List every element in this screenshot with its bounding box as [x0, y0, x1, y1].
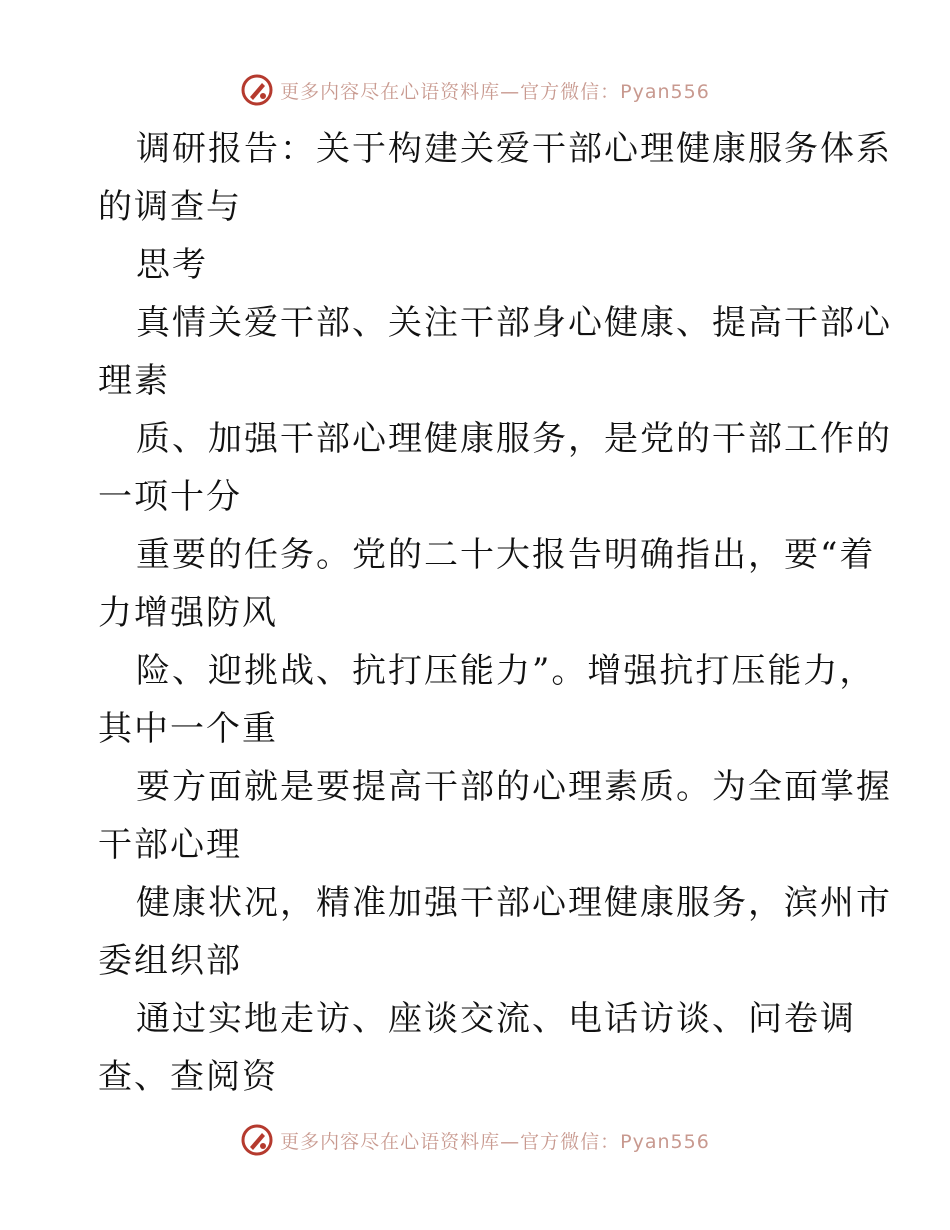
paragraph-line: 力增强防风: [98, 593, 278, 633]
document-body: [98, 120, 892, 1106]
paragraph-line: 理素: [98, 361, 170, 401]
paragraph-3: [98, 294, 892, 410]
paragraph-line: 通过实地走访、座谈交流、电话访谈、问卷调: [136, 999, 856, 1039]
paragraph-line: 质、加强干部心理健康服务，是党的干部工作的: [136, 419, 892, 459]
pen-logo-icon: [240, 1123, 274, 1157]
paragraph-2: [98, 236, 858, 294]
paragraph-1: [98, 120, 892, 236]
paragraph-5: [98, 526, 876, 642]
paragraph-4: [98, 410, 892, 526]
paragraph-9: [98, 990, 858, 1106]
footer-watermark: [0, 1120, 950, 1160]
paragraph-7: [98, 758, 892, 874]
paragraph-line: 其中一个重: [98, 709, 278, 749]
header-watermark: [0, 70, 950, 110]
paragraph-line: 查、查阅资: [98, 1057, 278, 1097]
footer-watermark-text: 更多内容尽在心语资料库—官方微信：Pyan556: [280, 1130, 710, 1153]
paragraph-line: 的调查与: [98, 187, 242, 227]
paragraph-line: 干部心理: [98, 825, 242, 865]
paragraph-line: 一项十分: [98, 477, 242, 517]
pen-logo-icon: [240, 73, 274, 107]
paragraph-line: 健康状况，精准加强干部心理健康服务，滨州市: [136, 883, 892, 923]
paragraph-line: 委组织部: [98, 941, 242, 981]
paragraph-line: 调研报告：关于构建关爱干部心理健康服务体系: [136, 129, 892, 169]
paragraph-line: 思考: [136, 245, 208, 285]
paragraph-6: [98, 642, 876, 758]
paragraph-line: 要方面就是要提高干部的心理素质。为全面掌握: [136, 767, 892, 807]
paragraph-line: 重要的任务。党的二十大报告明确指出，要“着: [136, 535, 876, 575]
paragraph-line: 险、迎挑战、抗打压能力”。增强抗打压能力，: [136, 651, 876, 691]
header-watermark-text: 更多内容尽在心语资料库—官方微信：Pyan556: [280, 80, 710, 103]
paragraph-line: 真情关爱干部、关注干部身心健康、提高干部心: [136, 303, 892, 343]
paragraph-8: [98, 874, 892, 990]
